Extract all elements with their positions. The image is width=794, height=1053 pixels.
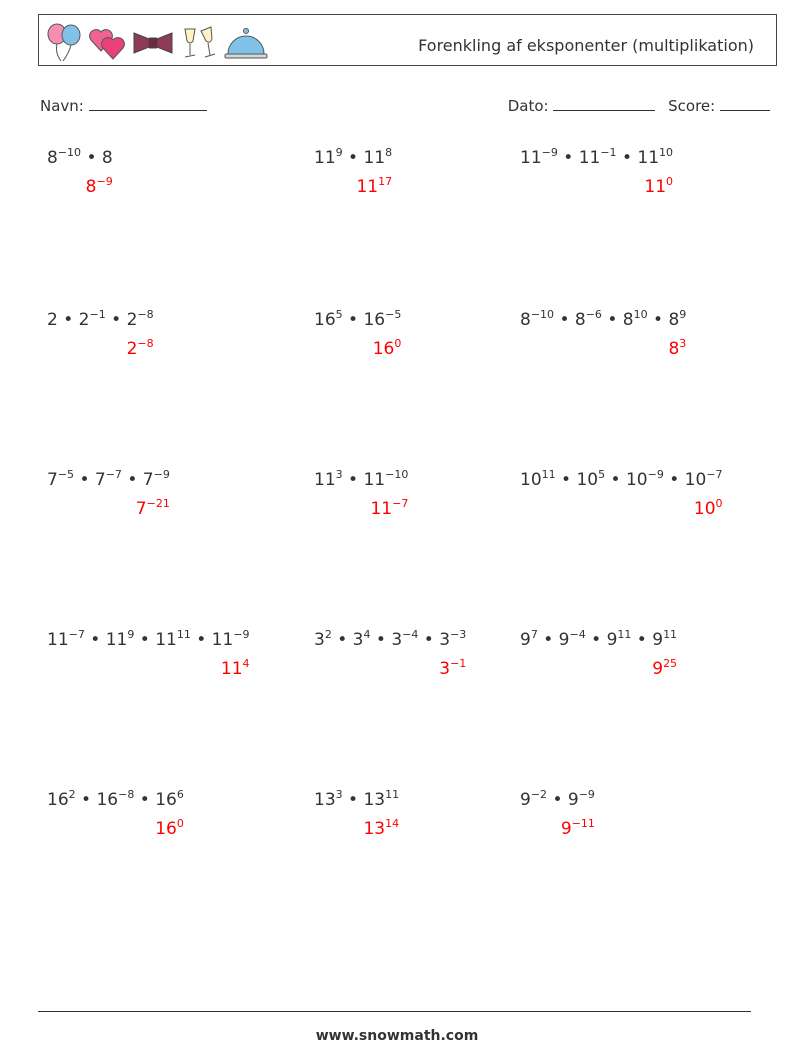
term-base: 7 [94,470,106,490]
multiply-dot: • [75,790,97,810]
term-base: 10 [520,470,542,490]
term-base: 11 [47,630,69,650]
term-base: 16 [96,790,119,810]
term-exponent: −4 [402,628,419,641]
term-exponent: −1 [89,308,106,321]
term-base: 9 [558,630,570,650]
term-base: 11 [363,470,386,490]
answer-base: 8 [85,177,97,197]
term-exponent: −7 [68,628,85,641]
answer-expression [694,499,723,519]
term-base: 8 [101,148,113,168]
answer-expression [561,819,595,839]
answer-exponent: 4 [242,657,250,670]
answer-base: 11 [370,499,393,519]
answer-base: 16 [155,819,177,839]
footer-website: www.snowmath.com [315,1028,479,1044]
term-exponent: −9 [233,628,250,641]
multiply-dot: • [331,630,353,650]
multiply-dot: • [616,148,638,168]
term-exponent: 3 [335,468,343,481]
term-exponent: −7 [706,468,723,481]
term-base: 16 [155,790,177,810]
term-base: 11 [520,148,542,168]
multiply-dot: • [663,470,685,490]
term-base: 3 [391,630,403,650]
term-base: 9 [567,790,579,810]
bow-tie-icon [131,21,175,63]
term-base: 10 [625,470,648,490]
answer-expression [136,499,170,519]
term-exponent: 11 [663,628,678,641]
term-base: 11 [578,148,601,168]
term-exponent: 10 [633,308,648,321]
term-exponent: −9 [578,788,595,801]
name-field [40,94,207,115]
problem-expression [47,470,170,490]
answer-exponent: 0 [715,497,723,510]
date-label: Dato: [507,97,549,115]
multiply-dot: • [585,630,607,650]
term-exponent: −9 [541,146,558,159]
multiply-dot: • [605,470,626,490]
multiply-dot: • [342,470,364,490]
worksheet-header [38,14,777,66]
answer-base: 2 [126,339,138,359]
balloons-icon [45,21,83,63]
multiply-dot: • [121,470,143,490]
term-base: 16 [363,310,386,330]
term-base: 11 [363,148,386,168]
problem-expression [314,148,392,168]
term-base: 16 [47,790,69,810]
term-exponent: −8 [118,788,135,801]
multiply-dot: • [557,148,579,168]
term-base: 16 [314,310,336,330]
problem-expression [520,148,673,168]
multiply-dot: • [554,310,575,330]
multiply-dot: • [555,470,577,490]
multiply-dot: • [105,310,127,330]
term-base: 9 [606,630,618,650]
term-base: 2 [126,310,138,330]
term-base: 13 [314,790,336,810]
score-blank[interactable] [720,94,770,111]
answer-exponent: 0 [666,175,674,188]
term-base: 9 [520,630,531,650]
multiply-dot: • [601,310,623,330]
term-base: 2 [47,310,58,330]
answer-exponent: 3 [679,337,687,350]
answer-expression [439,659,466,679]
term-base: 10 [576,470,599,490]
term-base: 11 [314,148,336,168]
answer-expression [127,339,154,359]
answer-exponent: 0 [394,337,402,350]
term-exponent: 7 [530,628,538,641]
multiply-dot: • [84,630,106,650]
term-exponent: −6 [585,308,602,321]
term-base: 11 [105,630,128,650]
term-exponent: 5 [335,308,343,321]
term-base: 8 [668,310,680,330]
serving-cloche-icon [223,21,269,63]
answer-exponent: 14 [385,817,400,830]
multiply-dot: • [342,310,364,330]
term-base: 9 [652,630,664,650]
term-base: 8 [622,310,634,330]
term-exponent: 11 [385,788,400,801]
answer-base: 9 [652,659,664,679]
answer-expression [221,659,250,679]
answer-expression [652,659,677,679]
term-exponent: −10 [57,146,82,159]
answer-expression [668,339,686,359]
term-exponent: −3 [450,628,467,641]
answer-exponent: −1 [450,657,467,670]
multiply-dot: • [74,470,95,490]
worksheet-title: Forenkling af eksponenter (multiplikation) [418,36,754,55]
problem-expression [47,790,184,810]
problem-expression [314,470,408,490]
answer-exponent: −8 [137,337,154,350]
answer-expression [370,499,408,519]
multiply-dot: • [631,630,653,650]
term-base: 7 [47,470,58,490]
multiply-dot: • [537,630,559,650]
term-exponent: −8 [137,308,154,321]
problem-expression [520,790,595,810]
term-exponent: 9 [127,628,135,641]
problem-expression [520,310,686,330]
footer-divider [38,1011,751,1012]
term-base: 2 [78,310,90,330]
answer-expression [356,177,392,197]
term-exponent: −9 [153,468,170,481]
multiply-dot: • [134,630,156,650]
term-exponent: 10 [659,146,674,159]
multiply-dot: • [342,790,364,810]
term-exponent: −5 [385,308,402,321]
term-base: 13 [363,790,386,810]
answer-expression [373,339,402,359]
term-exponent: −2 [530,788,548,801]
term-exponent: −1 [600,146,617,159]
term-base: 11 [211,630,234,650]
term-base: 7 [142,470,154,490]
header-icons [45,21,269,63]
term-exponent: 2 [68,788,76,801]
answer-exponent: 25 [663,657,678,670]
answer-base: 10 [693,499,716,519]
hearts-icon [87,21,127,63]
answer-expression [363,819,399,839]
name-blank[interactable] [89,94,207,111]
answer-base: 11 [220,659,243,679]
multiply-dot: • [547,790,568,810]
term-base: 3 [314,630,325,650]
term-exponent: 5 [598,468,606,481]
term-base: 3 [439,630,451,650]
champagne-glasses-icon [179,21,219,63]
term-exponent: 6 [176,788,184,801]
term-exponent: 3 [335,788,343,801]
multiply-dot: • [134,790,156,810]
term-base: 10 [684,470,707,490]
term-base: 11 [637,148,660,168]
answer-exponent: 0 [176,817,184,830]
term-exponent: 11 [176,628,191,641]
answer-base: 7 [135,499,147,519]
multiply-dot: • [342,148,364,168]
term-exponent: 8 [385,146,393,159]
term-exponent: −10 [530,308,555,321]
answer-base: 3 [439,659,451,679]
problem-expression [314,630,466,650]
problem-expression [47,630,250,650]
problem-expression [47,310,154,330]
problem-expression [47,148,113,168]
answer-exponent: −9 [96,175,113,188]
date-blank[interactable] [553,94,655,111]
answer-base: 13 [363,819,386,839]
date-score-fields [508,94,770,115]
name-label: Navn: [40,97,84,115]
multiply-dot: • [370,630,392,650]
score-label: Score: [668,97,716,115]
answer-exponent: −21 [146,497,170,510]
term-base: 11 [314,470,336,490]
term-base: 8 [574,310,586,330]
term-base: 11 [155,630,177,650]
answer-base: 9 [560,819,572,839]
problem-expression [314,790,399,810]
multiply-dot: • [57,310,79,330]
answer-expression [644,177,673,197]
answer-exponent: −11 [571,817,595,830]
term-exponent: −5 [57,468,75,481]
term-exponent: 2 [324,628,332,641]
term-base: 9 [520,790,531,810]
answer-base: 11 [644,177,667,197]
answer-expression [155,819,184,839]
answer-base: 16 [372,339,395,359]
problem-expression [314,310,401,330]
term-exponent: 9 [335,146,343,159]
term-base: 3 [352,630,364,650]
answer-base: 11 [356,177,379,197]
answer-expression [86,177,113,197]
answer-exponent: −7 [392,497,409,510]
answer-exponent: 17 [378,175,393,188]
term-exponent: −7 [105,468,122,481]
term-exponent: −9 [647,468,664,481]
term-exponent: 11 [541,468,556,481]
answer-base: 8 [668,339,680,359]
term-base: 8 [520,310,531,330]
term-exponent: 11 [617,628,632,641]
multiply-dot: • [81,148,102,168]
multiply-dot: • [418,630,440,650]
term-exponent: −10 [385,468,409,481]
term-exponent: 9 [679,308,687,321]
term-base: 8 [47,148,58,168]
term-exponent: 4 [363,628,371,641]
multiply-dot: • [647,310,669,330]
multiply-dot: • [190,630,212,650]
term-exponent: −4 [569,628,586,641]
problem-expression [520,470,723,490]
problem-expression [520,630,677,650]
